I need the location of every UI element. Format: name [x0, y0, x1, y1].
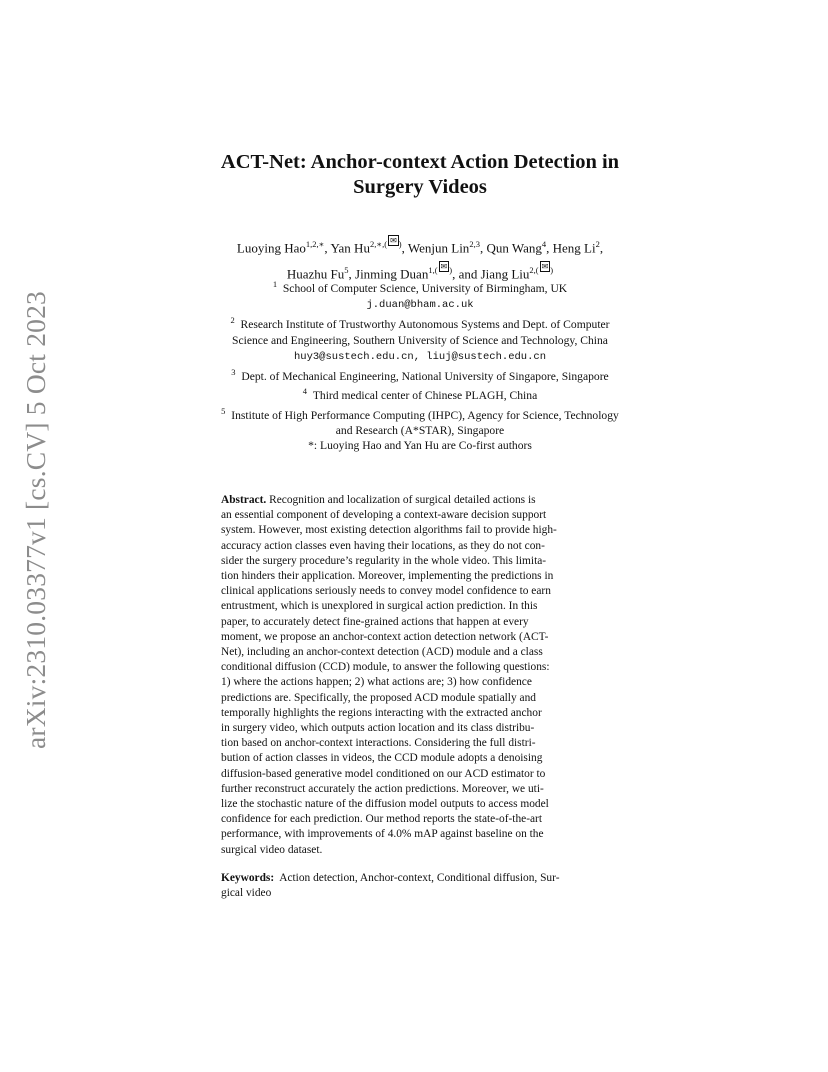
abstract-text: 1) where the actions happen; 2) what actions are; 3) how confidence	[221, 676, 532, 689]
abstract-line	[221, 721, 611, 736]
affiliation-line	[140, 333, 700, 348]
affiliation-text: Third medical center of Chinese PLAGH, China	[312, 389, 538, 403]
abstract-line	[221, 767, 611, 782]
author-affiliation-mark: 4	[541, 239, 547, 249]
affiliation-text: Dept. of Mechanical Engineering, National University of Singapore, Singapore	[241, 370, 609, 384]
affiliation-text: *: Luoying Hao and Yan Hu are Co-first authors	[308, 438, 532, 452]
abstract-text: clinical applications seriously needs to convey model confidence to earn	[221, 585, 551, 598]
abstract-line	[221, 675, 611, 690]
affiliation-text: and Research (A*STAR), Singapore	[335, 423, 505, 437]
author-separator: ,	[348, 266, 356, 282]
author-separator: ,	[324, 240, 331, 256]
abstract-line	[221, 599, 611, 614]
affiliation-line	[140, 365, 700, 384]
author-affiliation-mark: 2,( ✉ )	[529, 262, 554, 276]
affiliation-text: Institute of High Performance Computing (IHPC), Agency for Science, Technology	[231, 408, 619, 422]
author-name: Qun Wang	[486, 240, 542, 256]
abstract-line	[221, 523, 611, 538]
envelope-icon: ✉	[390, 236, 397, 245]
abstract-text: accuracy action classes even having their locations, as they do not con-	[221, 539, 545, 552]
affiliation-line	[140, 348, 700, 365]
affiliation-line	[140, 313, 700, 332]
affiliation-text: Research Institute of Trustworthy Autonomous Systems and Dept. of Computer	[240, 318, 610, 332]
author-affiliation-mark: 1,( ✉ )	[428, 262, 453, 276]
abstract-line	[221, 812, 611, 827]
abstract-text: lize the stochastic nature of the diffusion model outputs to access model	[221, 798, 549, 811]
abstract-text: Net), including an anchor-context detection (ACD) module and a class	[221, 646, 543, 659]
abstract-heading: Abstract.	[221, 494, 267, 506]
abstract-line	[221, 508, 611, 523]
author-affiliation-mark: 2,∗,( ✉ )	[369, 236, 402, 249]
affiliation-email: huy3@sustech.edu.cn, liuj@sustech.edu.cn	[293, 350, 547, 363]
abstract-line	[221, 539, 611, 554]
author-name: Jinming Duan	[355, 266, 429, 282]
affiliation-line	[140, 404, 700, 423]
abstract-text: predictions are. Specifically, the proposed ACD module spatially and	[221, 691, 536, 704]
abstract-line	[221, 751, 611, 766]
abstract-text: sider the surgery procedure’s regularity in the whole video. This limita-	[221, 554, 547, 567]
abstract-text: entrustment, which is unexplored in surgical action prediction. In this	[221, 600, 538, 613]
author-name: Jiang Liu	[480, 266, 530, 282]
abstract-text: performance, with improvements of 4.0% mAP against baseline on the	[221, 828, 544, 841]
affiliation-text: Science and Engineering, Southern University of Science and Technology, China	[232, 333, 608, 347]
author-affiliation-mark: 5	[344, 265, 349, 276]
abstract-line	[221, 554, 611, 569]
author-affiliation-mark: 1,2,∗	[305, 239, 325, 249]
author-line-1	[130, 231, 710, 257]
author-name: Wenjun Lin	[407, 240, 470, 256]
keywords	[221, 871, 621, 901]
envelope-icon: ✉	[440, 262, 448, 272]
author-name: Yan Hu	[330, 240, 370, 256]
abstract-text: temporally highlights the regions interacting with the extracted anchor	[221, 706, 542, 719]
author-affiliation-mark: 2,3	[469, 239, 480, 249]
abstract-line	[221, 660, 611, 675]
author-name: Huazhu Fu	[286, 266, 345, 282]
abstract-line	[221, 493, 611, 508]
author-separator: ,	[546, 240, 553, 256]
abstract-text: confidence for each prediction. Our method reports the state-of-the-art	[221, 813, 543, 826]
abstract-line	[221, 736, 611, 751]
abstract-text: Recognition and localization of surgical detailed actions is	[269, 494, 536, 506]
keywords-line-2: gical video	[221, 887, 272, 900]
keywords-heading: Keywords:	[221, 872, 275, 884]
author-list	[130, 231, 710, 284]
affiliation-number: 4	[302, 386, 308, 397]
affiliation-line	[140, 438, 700, 453]
affiliation-number: 5	[221, 405, 226, 416]
abstract-text: an essential component of developing a context-aware decision support	[221, 509, 547, 522]
abstract	[221, 493, 611, 858]
abstract-text: conditional diffusion (CCD) module, to answer the following questions:	[221, 661, 550, 674]
keywords-text-1: Action detection, Anchor-context, Conditional diffusion, Sur-	[279, 872, 560, 884]
abstract-text: tion hinders their application. Moreover, implementing the predictions in	[221, 570, 554, 583]
author-name: Heng Li	[552, 240, 596, 256]
author-affiliation-mark: 2	[595, 239, 600, 249]
abstract-line	[221, 782, 611, 797]
abstract-line	[221, 569, 611, 584]
abstract-line	[221, 706, 611, 721]
affiliations	[140, 277, 700, 453]
affiliation-line	[140, 277, 700, 296]
abstract-text: tion based on anchor-context interactions. Considering the full distri-	[221, 737, 536, 750]
author-separator: ,	[479, 240, 487, 256]
abstract-text: system. However, most existing detection algorithms fail to provide high-	[221, 524, 557, 537]
affiliation-email: j.duan@bham.ac.uk	[366, 299, 474, 312]
abstract-text: diffusion-based generative model conditioned on our ACD estimator to	[221, 767, 546, 780]
affiliation-number: 2	[230, 315, 235, 326]
abstract-text: moment, we propose an anchor-context action detection network (ACT-	[221, 630, 549, 643]
abstract-line	[221, 645, 611, 660]
affiliation-line	[140, 423, 700, 438]
paper-title-line-1: ACT-Net: Anchor-context Action Detection in	[220, 151, 620, 173]
author-separator: , and	[452, 266, 481, 282]
arxiv-identifier-stamp: arXiv:2310.03377v1 [cs.CV] 5 Oct 2023	[20, 290, 51, 750]
abstract-line	[221, 615, 611, 630]
envelope-icon: ✉	[541, 262, 549, 272]
abstract-text: in surgery video, which outputs action location and its class distribu-	[221, 722, 535, 735]
author-separator: ,	[599, 240, 604, 256]
affiliation-line	[140, 384, 700, 403]
paper-title-line-2: Surgery Videos	[353, 176, 487, 198]
abstract-line	[221, 584, 611, 599]
affiliation-number: 1	[272, 279, 278, 289]
abstract-line	[221, 827, 611, 842]
author-name: Luoying Hao	[236, 240, 306, 256]
abstract-line	[221, 630, 611, 645]
abstract-line	[221, 797, 611, 812]
abstract-text: surgical video dataset.	[221, 843, 323, 856]
abstract-text: bution of action classes in videos, the CCD module adopts a denoising	[221, 752, 543, 765]
affiliation-text: School of Computer Science, University of Birmingham, UK	[282, 281, 568, 295]
abstract-text: paper, to accurately detect fine-grained actions that happen at every	[221, 615, 529, 628]
abstract-text: further reconstruct accurately the action predictions. Moreover, we uti-	[221, 782, 544, 795]
keywords-line-1	[221, 871, 621, 886]
affiliation-number: 3	[231, 367, 236, 378]
affiliation-line	[140, 296, 700, 313]
abstract-line	[221, 843, 611, 858]
author-separator: ,	[401, 240, 408, 256]
abstract-line	[221, 691, 611, 706]
paper-title	[120, 150, 720, 200]
